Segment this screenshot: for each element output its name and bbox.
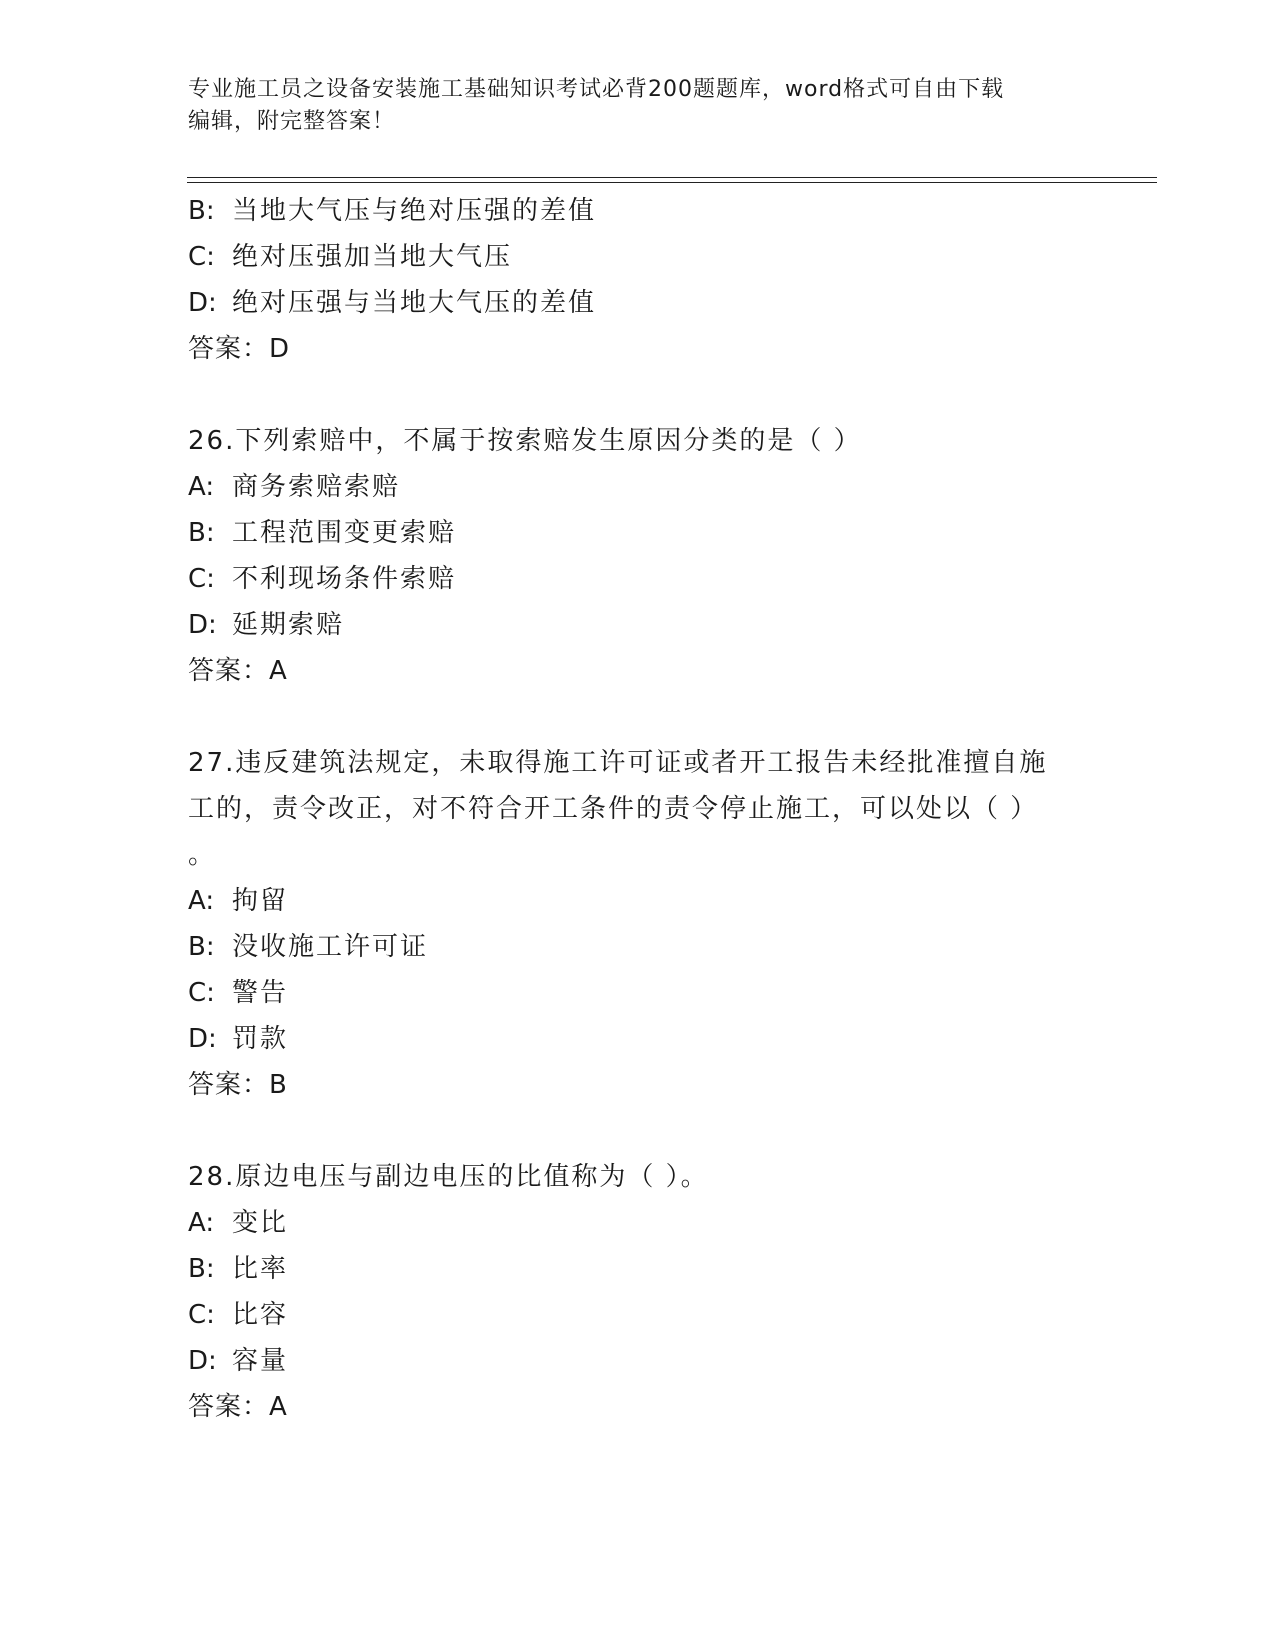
- option-text: 商务索赔索赔: [232, 472, 401, 502]
- option-letter: A:: [188, 1208, 215, 1238]
- option-a: [188, 464, 1148, 510]
- option-letter: C:: [188, 978, 215, 1008]
- option-text: 比率: [232, 1254, 289, 1284]
- option-letter: D:: [188, 288, 217, 318]
- answer-line: 答案：D: [188, 334, 291, 364]
- option-d: [188, 1016, 1148, 1062]
- option-letter: B:: [188, 932, 215, 962]
- option-b: [188, 924, 1148, 970]
- option-b: [188, 188, 1148, 234]
- header-title-line-2: 编辑，附完整答案！: [188, 109, 396, 134]
- option-letter: B:: [188, 196, 215, 226]
- option-letter: C:: [188, 1300, 215, 1330]
- option-letter: D:: [188, 610, 217, 640]
- question-stem-line-3: 。: [188, 840, 217, 870]
- question-stem-line-2: 工的，责令改正，对不符合开工条件的责令停止施工，可以处以（ ）: [188, 794, 1039, 824]
- option-c: [188, 556, 1148, 602]
- option-c: [188, 234, 1148, 280]
- option-letter: B:: [188, 1254, 215, 1284]
- answer-line: 答案：A: [188, 1392, 288, 1422]
- option-text: 不利现场条件索赔: [232, 564, 457, 594]
- question-25-continued: [188, 188, 1148, 372]
- header-divider-bottom: [187, 182, 1157, 183]
- option-text: 变比: [232, 1208, 289, 1238]
- option-text: 警告: [232, 978, 289, 1008]
- option-text: 拘留: [232, 886, 289, 916]
- option-text: 罚款: [232, 1024, 289, 1054]
- option-d: [188, 602, 1148, 648]
- option-b: [188, 1246, 1148, 1292]
- option-c: [188, 1292, 1148, 1338]
- option-letter: D:: [188, 1024, 217, 1054]
- option-a: [188, 878, 1148, 924]
- header-divider-top: [187, 177, 1157, 178]
- option-d: [188, 1338, 1148, 1384]
- answer-line: 答案：A: [188, 656, 288, 686]
- option-d: [188, 280, 1148, 326]
- option-text: 绝对压强加当地大气压: [232, 242, 513, 272]
- option-letter: C:: [188, 564, 215, 594]
- option-text: 当地大气压与绝对压强的差值: [232, 196, 597, 226]
- answer-line: 答案：B: [188, 1070, 288, 1100]
- option-letter: A:: [188, 472, 215, 502]
- question-stem: 28.原边电压与副边电压的比值称为（ ）。: [188, 1162, 709, 1192]
- option-letter: A:: [188, 886, 215, 916]
- option-b: [188, 510, 1148, 556]
- option-a: [188, 1200, 1148, 1246]
- question-27: [188, 740, 1148, 1108]
- question-28: [188, 1154, 1148, 1430]
- question-stem-line-1: 27.违反建筑法规定，未取得施工许可证或者开工报告未经批准擅自施: [188, 748, 1048, 778]
- option-text: 容量: [232, 1346, 289, 1376]
- header-title-line-1: 专业施工员之设备安装施工基础知识考试必背200题题库，word格式可自由下载: [188, 77, 1005, 102]
- document-header: [188, 74, 1088, 138]
- question-stem: 26.下列索赔中，不属于按索赔发生原因分类的是（ ）: [188, 426, 862, 456]
- option-text: 延期索赔: [232, 610, 345, 640]
- question-list: [188, 188, 1148, 1430]
- option-text: 比容: [232, 1300, 289, 1330]
- option-c: [188, 970, 1148, 1016]
- option-text: 没收施工许可证: [232, 932, 429, 962]
- option-text: 绝对压强与当地大气压的差值: [232, 288, 597, 318]
- option-text: 工程范围变更索赔: [232, 518, 457, 548]
- option-letter: D:: [188, 1346, 217, 1376]
- option-letter: C:: [188, 242, 215, 272]
- question-26: [188, 418, 1148, 694]
- option-letter: B:: [188, 518, 215, 548]
